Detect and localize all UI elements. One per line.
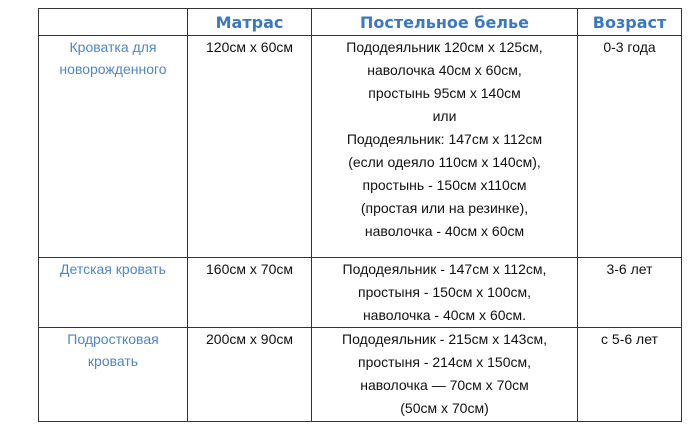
linen-line: Пододеяльник - 147см х 112см,: [342, 261, 547, 277]
linen-line: простыня - 214см х 150см,: [357, 354, 532, 370]
bed-type-text: Подростковая: [67, 331, 159, 347]
table-row: [39, 36, 682, 258]
mattress-cell: 160см х 70см: [188, 258, 312, 328]
linen-line: наволочка - 40см х 60см: [364, 223, 525, 239]
header-mattress: Матрас: [188, 9, 312, 36]
bed-type-text: Кроватка для: [69, 39, 157, 55]
linen-line: простынь - 150см х110см: [362, 177, 527, 193]
linen-line: Пододеяльник 120см х 125см,: [346, 39, 543, 55]
table-row: [39, 328, 682, 422]
age-cell: 0-3 года: [578, 36, 682, 258]
bed-linen-size-table: [38, 8, 682, 422]
linen-line: наволочка 40см х 60см,: [367, 62, 522, 78]
header-row: [39, 9, 682, 36]
linen-line: простыня - 150см х 100см,: [357, 284, 532, 300]
bed-type-text: новорожденного: [59, 61, 167, 77]
linen-line: (если одеяло 110см х 140см),: [348, 154, 541, 170]
linen-line: наволочка — 70см х 70см: [360, 377, 529, 393]
linen-line: (простая или на резинке),: [360, 200, 529, 216]
header-empty: [39, 9, 188, 36]
linen-cell: [312, 328, 578, 422]
bed-type-cell: [39, 328, 188, 422]
linen-line: наволочка - 40см х 60см.: [362, 307, 527, 323]
bed-type-text: кровать: [87, 353, 139, 369]
header-linen: Постельное белье: [312, 9, 578, 36]
header-age: Возраст: [578, 9, 682, 36]
linen-cell: [312, 258, 578, 328]
linen-line: Пододеяльник: 147см х 112см: [346, 131, 543, 147]
mattress-cell: 120см х 60см: [188, 36, 312, 258]
table-row: [39, 258, 682, 328]
linen-cell: [312, 36, 578, 258]
bed-type-cell: [39, 36, 188, 258]
mattress-cell: 200см х 90см: [188, 328, 312, 422]
linen-line: или: [432, 108, 457, 124]
bed-type-cell: [39, 258, 188, 328]
linen-line: (50см х 70см): [400, 400, 489, 416]
linen-line: Пододеяльник - 215см х 143см,: [342, 331, 547, 347]
age-cell: 3-6 лет: [578, 258, 682, 328]
linen-line: простынь 95см х 140см: [368, 85, 521, 101]
age-cell: с 5-6 лет: [578, 328, 682, 422]
bed-type-text: Детская кровать: [60, 261, 166, 277]
